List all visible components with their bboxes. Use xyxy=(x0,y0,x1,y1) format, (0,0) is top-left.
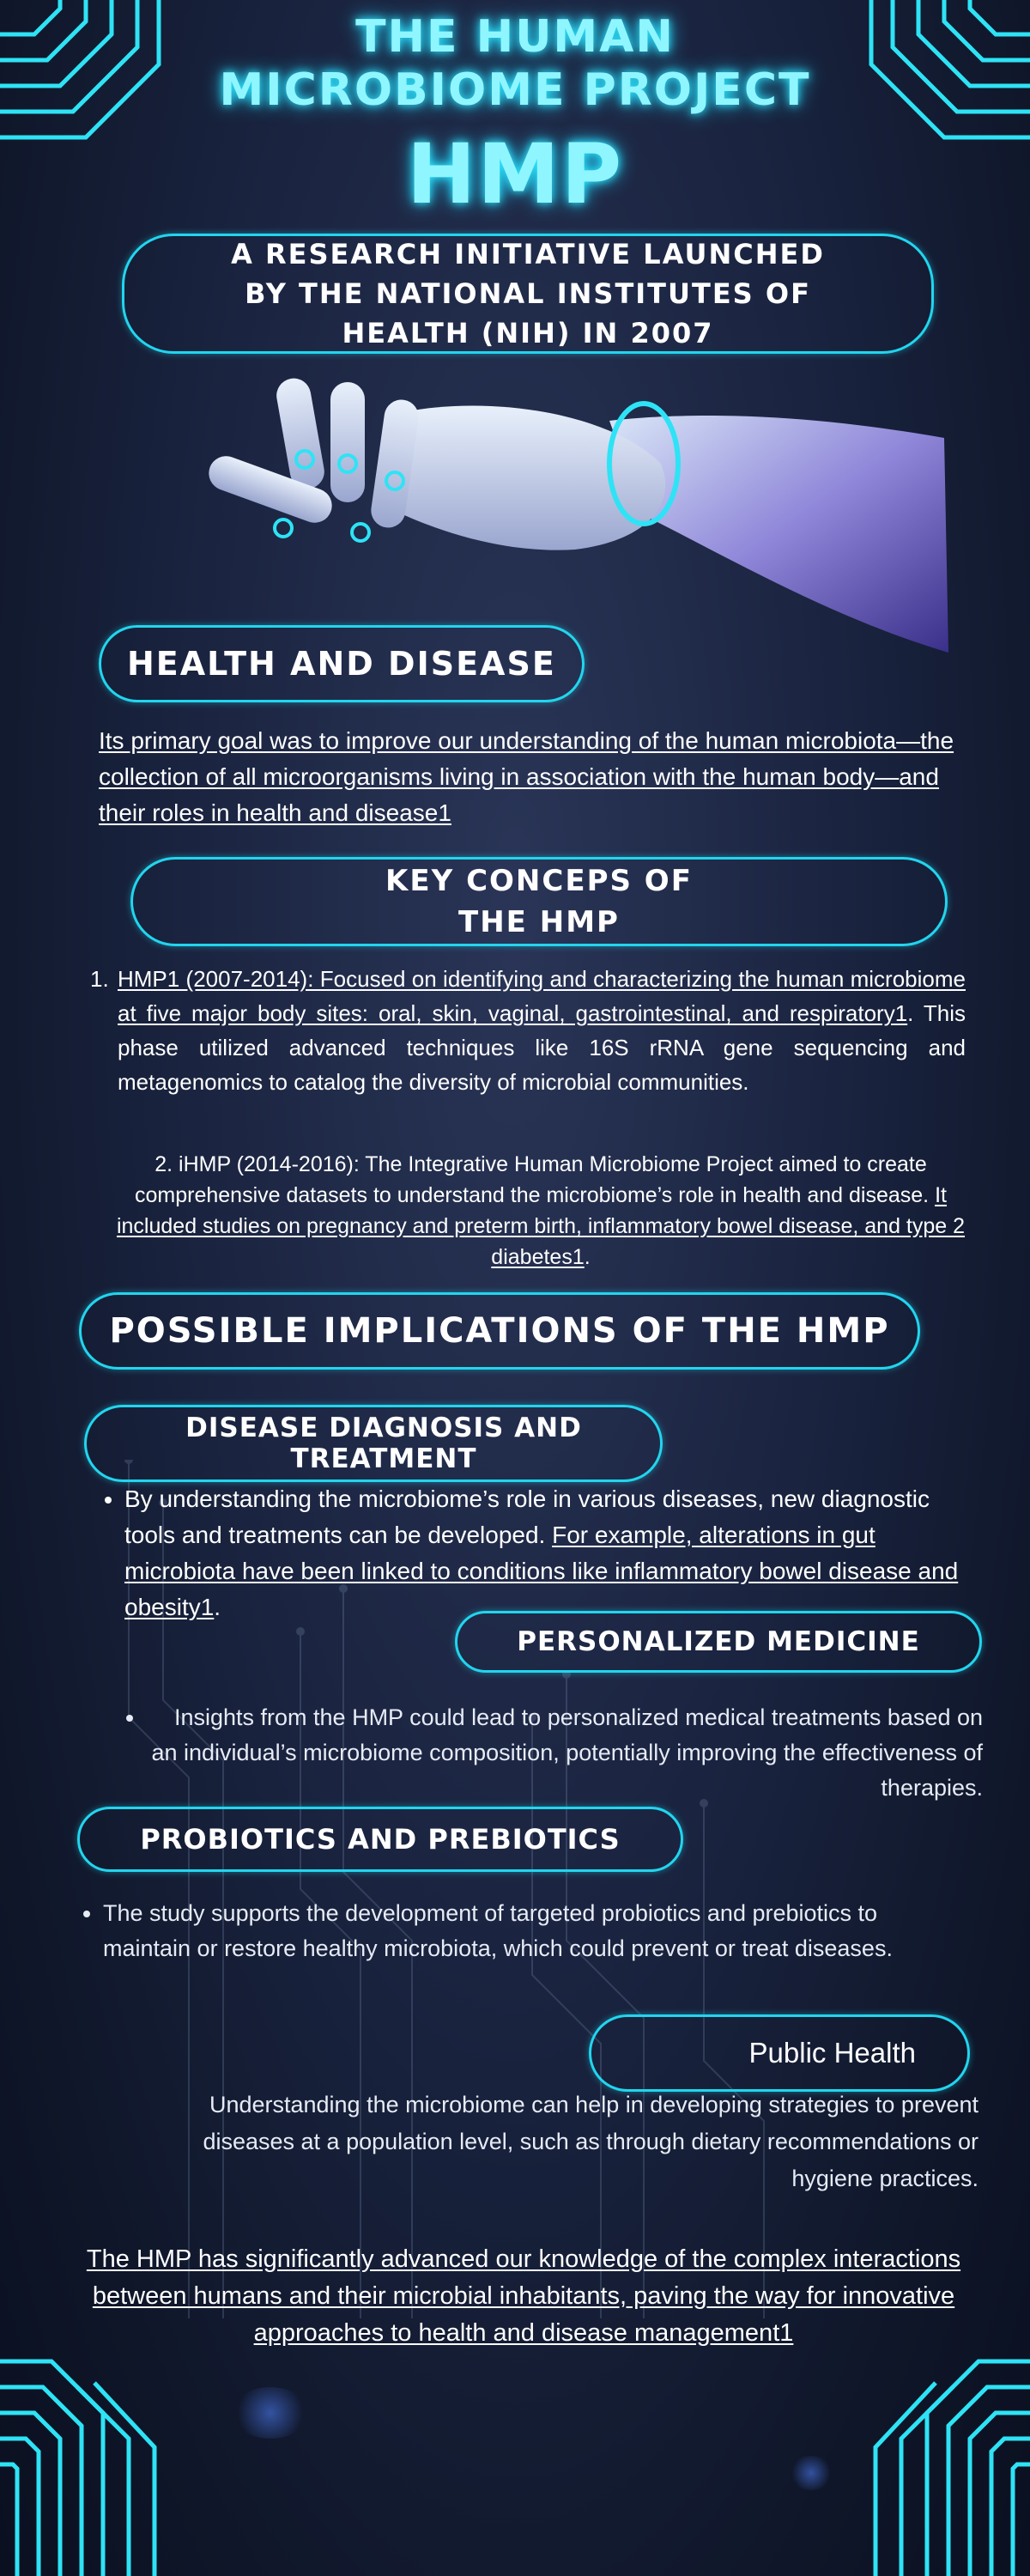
acronym-title: HMP xyxy=(406,126,624,222)
item-1-body xyxy=(118,962,966,1099)
diagnosis-text-end: . xyxy=(214,1594,221,1620)
diagnosis-bullet xyxy=(124,1481,983,1625)
item-2-underlined: It included studies on pregnancy and preterm birth, inflammatory bowel disease, and type 2 diabetes1 xyxy=(116,1183,966,1269)
key-concepts-heading-pill xyxy=(130,857,948,946)
diagnosis-text-underlined: For example, alterations in gut microbiota have been linked to conditions like inflammatory bowel disease and obesity1 xyxy=(124,1522,959,1620)
diagnosis-text-plain: By understanding the microbiome’s role in various diseases, new diagnostic tools and treatments can be developed. xyxy=(124,1485,930,1548)
personalized-text xyxy=(120,1700,983,1806)
glow-decoration xyxy=(232,2387,309,2439)
personalized-heading: PERSONALIZED MEDICINE xyxy=(517,1626,920,1657)
public-health-heading: Public Health xyxy=(748,2037,916,2069)
implications-heading-pill xyxy=(79,1292,920,1370)
diagnosis-text xyxy=(99,1481,983,1625)
personalized-bullet: • Insights from the HMP could lead to personalized medical treatments based on an individual’s microbiome composition, potentially improving the effectiveness of therapies. xyxy=(146,1700,983,1806)
personalized-heading-pill xyxy=(455,1611,982,1673)
health-text: Its primary goal was to improve our understanding of the human microbiota—the collection of all microorganisms living in association with the human body—and their roles in health and disease1 xyxy=(99,727,954,826)
key-concept-item-2 xyxy=(94,1149,987,1273)
probiotics-heading-pill xyxy=(77,1807,683,1872)
subtitle-pill xyxy=(122,234,934,354)
circuit-corner-bottom-left-icon xyxy=(0,2344,249,2576)
subtitle-text: A RESEARCH INITIATIVE LAUNCHED BY THE NATIONAL INSTITUTES OF HEALTH (NIH) IN 2007 xyxy=(231,238,825,349)
item-2-end: . xyxy=(584,1245,591,1269)
item-1-rest: . This phase utilized advanced techniques like 16S rRNA gene sequencing and metagenomics to catalog the diversity of microbial communities. xyxy=(118,1000,966,1095)
key-concept-item-1 xyxy=(90,962,966,1099)
health-heading-pill xyxy=(99,625,585,702)
probiotics-text xyxy=(77,1896,936,1966)
public-health-heading-pill xyxy=(589,2014,970,2092)
page-title: THE HUMAN MICROBIOME PROJECT xyxy=(219,11,811,116)
conclusion-text: The HMP has significantly advanced our knowledge of the complex interactions between humans and their microbial inhabitants, paving the way for innovative approaches to health and disease management1 xyxy=(86,2245,961,2347)
key-concepts-heading: KEY CONCEPS OF THE HMP xyxy=(385,864,693,939)
diagnosis-heading: DISEASE DIAGNOSIS AND TREATMENT xyxy=(185,1413,582,1474)
item-1-underlined: HMP1 (2007-2014): Focused on identifying and characterizing the human microbiome at five major body sites: oral, skin, vaginal, gastrointestinal, and respiratory1 xyxy=(118,966,966,1026)
glow-decoration xyxy=(790,2456,833,2490)
implications-heading: POSSIBLE IMPLICATIONS OF THE HMP xyxy=(109,1311,890,1351)
diagnosis-heading-pill xyxy=(84,1405,663,1482)
robotic-hand-icon xyxy=(129,361,953,661)
health-heading: HEALTH AND DISEASE xyxy=(127,645,556,683)
item-1-marker: 1. xyxy=(90,966,109,992)
item-2-plain: 2. iHMP (2014-2016): The Integrative Human Microbiome Project aimed to create comprehensive datasets to understand the microbiome’s role in health and disease. xyxy=(135,1152,930,1207)
probiotics-heading: PROBIOTICS AND PREBIOTICS xyxy=(140,1823,621,1856)
public-health-text: Understanding the microbiome can help in developing strategies to prevent diseases at a population level, such as through dietary recommendations or hygiene practices. xyxy=(203,2092,978,2191)
probiotics-bullet: • The study supports the development of targeted probiotics and prebiotics to maintain or restore healthy microbiota, which could prevent or treat diseases. xyxy=(103,1896,936,1966)
